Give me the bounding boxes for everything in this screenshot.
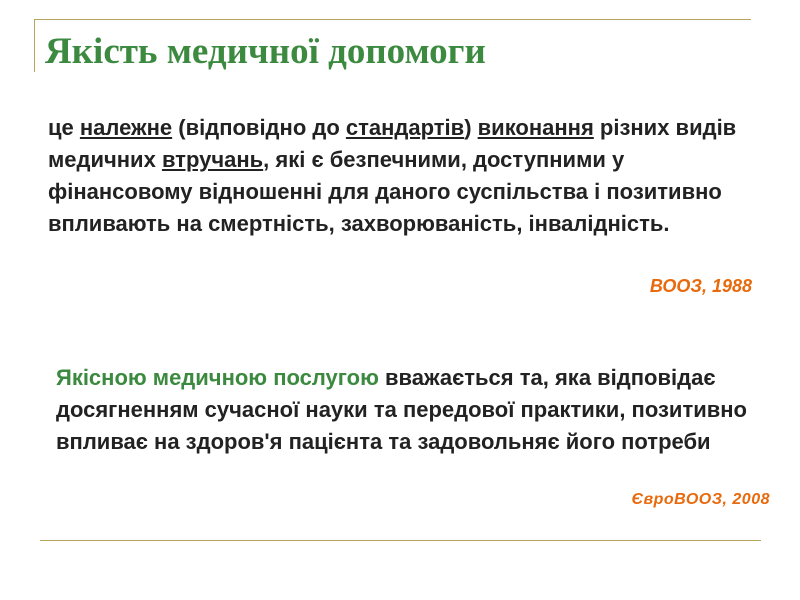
definition-text: різних видів медичних <box>48 115 737 172</box>
definition-text: , які є безпечними, доступними у фінансовому відношенні для даного суспільства і позитивно впливають на смертність, захворюваність, інвалідність. <box>48 147 722 236</box>
slide-title: Якість медичної допомоги <box>45 31 486 72</box>
left-divider-line <box>34 19 35 72</box>
underlined-term-interventions: втручань <box>161 147 264 172</box>
top-divider-line <box>34 19 751 20</box>
underlined-term-execution: виконання <box>477 115 594 140</box>
quality-service-paragraph <box>56 362 780 458</box>
quality-service-term: Якісною медичною послугою <box>56 365 379 390</box>
definition-paragraph <box>48 112 768 240</box>
bottom-divider-line <box>40 540 761 541</box>
underlined-term-standards: стандартів <box>345 115 465 140</box>
definition-text: (відповідно до <box>172 115 346 140</box>
who-citation: ВООЗ, 1988 <box>649 276 752 296</box>
definition-text: це <box>48 115 80 140</box>
euro-who-citation: ЄвроВООЗ, 2008 <box>631 491 770 508</box>
underlined-term-proper: належне <box>79 115 173 140</box>
definition-text: ) <box>464 115 478 140</box>
quality-service-text: вважається та, яка відповідає досягненням сучасної науки та передової практики, позитивно впливає на здоров'я пацієнта та задовольняє його потреби <box>56 365 747 454</box>
